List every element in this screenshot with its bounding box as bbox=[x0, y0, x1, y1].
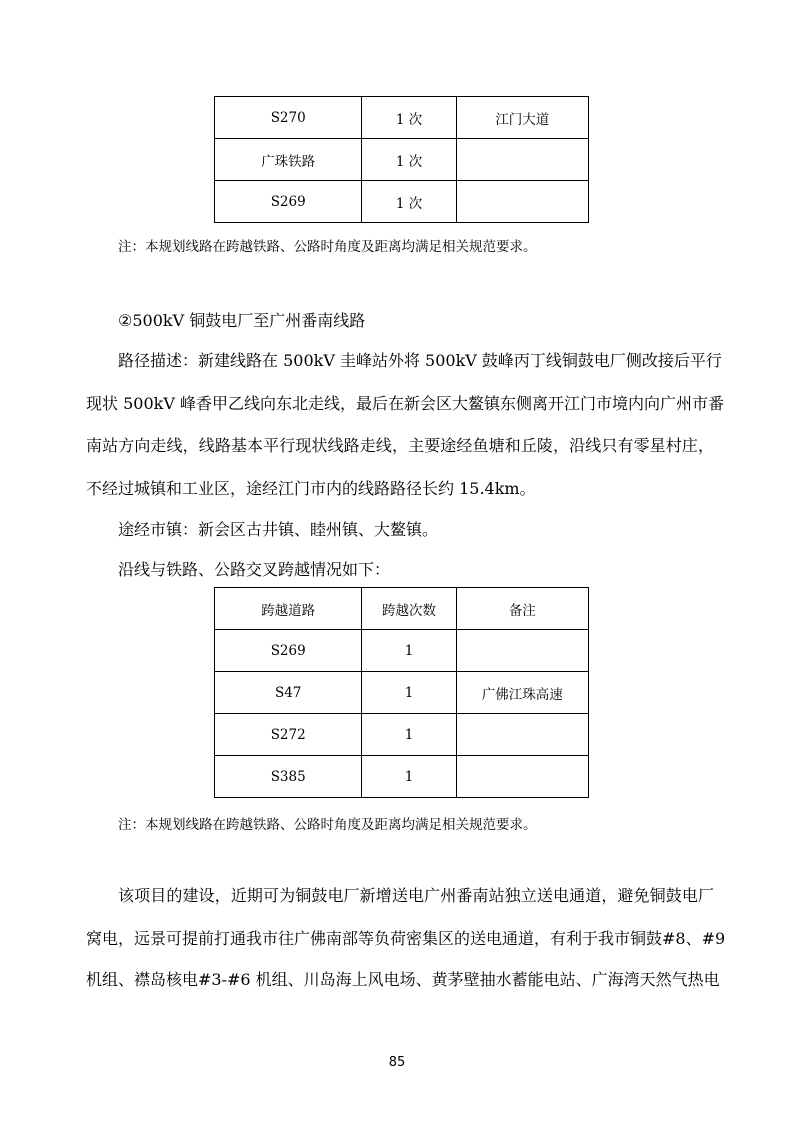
crossing-intro: 沿线与铁路、公路交叉跨越情况如下： bbox=[118, 560, 391, 579]
column-header: 跨越次数 bbox=[362, 588, 456, 630]
table-cell-remark: 广佛江珠高速 bbox=[456, 672, 588, 714]
table-cell-count: 1 次 bbox=[362, 181, 456, 223]
section-title: ②500kV 铜鼓电厂至广州番南线路 bbox=[118, 311, 366, 330]
towns-text: 途经市镇：新会区古井镇、睦州镇、大鳌镇。 bbox=[118, 520, 439, 539]
table-cell-count: 1 次 bbox=[362, 139, 456, 181]
table-cell-count: 1 bbox=[362, 756, 456, 798]
table-row bbox=[215, 181, 589, 223]
table-row bbox=[215, 714, 589, 756]
table-cell-road: S47 bbox=[215, 672, 362, 714]
route-line: 南站方向走线，线路基本平行现状线路走线，主要途经鱼塘和丘陵，沿线只有零星村庄， bbox=[86, 436, 714, 455]
table-row bbox=[215, 630, 589, 672]
table-row bbox=[215, 139, 589, 181]
table-cell-remark bbox=[456, 181, 588, 223]
crossing-table bbox=[214, 587, 589, 798]
column-header: 备注 bbox=[456, 588, 588, 630]
route-line: 不经过城镇和工业区，途经江门市内的线路路径长约 15.4km。 bbox=[86, 479, 536, 498]
closing-line: 该项目的建设，近期可为铜鼓电厂新增送电广州番南站独立送电通道，避免铜鼓电厂 bbox=[118, 886, 714, 905]
table-cell-road: S269 bbox=[215, 630, 362, 672]
table-row bbox=[215, 97, 589, 139]
table-cell-remark: 江门大道 bbox=[456, 97, 588, 139]
table-row bbox=[215, 756, 589, 798]
table-cell-remark bbox=[456, 139, 588, 181]
table-note: 注：本规划线路在跨越铁路、公路时角度及距离均满足相关规范要求。 bbox=[118, 239, 537, 255]
table-cell-count: 1 bbox=[362, 714, 456, 756]
table-row bbox=[215, 672, 589, 714]
table-header-row bbox=[215, 588, 589, 630]
table-cell-road: S269 bbox=[215, 181, 362, 223]
table-cell-remark bbox=[456, 756, 588, 798]
table-note: 注：本规划线路在跨越铁路、公路时角度及距离均满足相关规范要求。 bbox=[118, 817, 537, 833]
route-line: 路径描述：新建线路在 500kV 圭峰站外将 500kV 鼓峰丙丁线铜鼓电厂侧改接后平行 bbox=[118, 351, 722, 370]
route-line: 现状 500kV 峰香甲乙线向东北走线，最后在新会区大鳌镇东侧离开江门市境内向广州市番 bbox=[86, 394, 724, 413]
table-cell-remark bbox=[456, 630, 588, 672]
closing-line: 窝电，远景可提前打通我市往广佛南部等负荷密集区的送电通道，有利于我市铜鼓#8、#9 bbox=[86, 929, 726, 948]
column-header: 跨越道路 bbox=[215, 588, 362, 630]
table-cell-road: 广珠铁路 bbox=[215, 139, 362, 181]
table-cell-remark bbox=[456, 714, 588, 756]
table-cell-road: S272 bbox=[215, 714, 362, 756]
table-cell-road: S270 bbox=[215, 97, 362, 139]
table-cell-count: 1 bbox=[362, 672, 456, 714]
table-cell-count: 1 bbox=[362, 630, 456, 672]
table-cell-road: S385 bbox=[215, 756, 362, 798]
closing-line: 机组、襟岛核电#3-#6 机组、川岛海上风电场、黄茅壁抽水蓄能电站、广海湾天然气热电 bbox=[86, 970, 720, 989]
crossing-table-continued bbox=[214, 96, 589, 223]
table-cell-count: 1 次 bbox=[362, 97, 456, 139]
page-number: 85 bbox=[388, 1055, 406, 1070]
